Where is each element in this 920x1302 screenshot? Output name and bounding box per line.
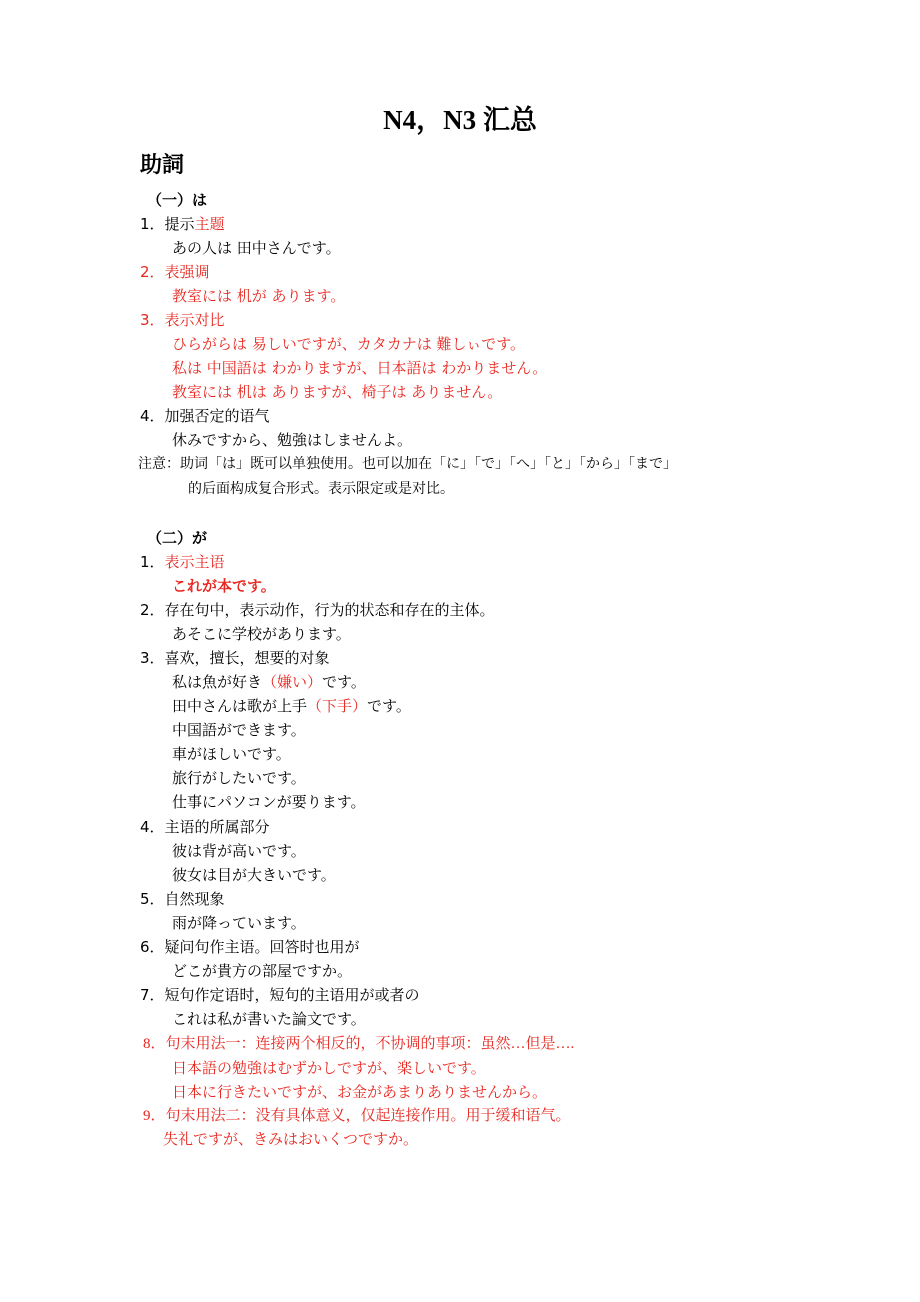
list-item-label: 3．表示对比 [140,311,225,329]
example-sentence: 車がほしいです。 [172,745,291,763]
example-sentence: 私は 中国語は わかりますが、日本語は わかりません。 [172,359,548,377]
example-sentence: 田中さんは歌が上手（下手）です。 [172,697,411,715]
page-title: N4，N3 汇总 [383,105,537,135]
example-sentence: あの人は 田中さんです。 [172,239,341,257]
example-sentence: 教室には 机が あります。 [172,287,346,305]
list-item-label: 4．主语的所属部分 [140,818,270,836]
list-item-label: 6．疑问句作主语。回答时也用が [140,938,360,956]
example-sentence: 旅行がしたいです。 [172,769,306,787]
example-sentence: 日本に行きたいですが、お金があまりありませんから。 [172,1083,548,1101]
example-sentence: どこが貴方の部屋ですか。 [172,962,353,980]
example-sentence: ひらがらは 易しいですが、カタカナは 難しぃです。 [172,335,526,353]
list-item-label: 2．存在句中，表示动作，行为的状态和存在的主体。 [140,601,495,619]
list-item-label: 1．表示主语 [140,553,225,571]
subsection-header-wa: （一）は [147,191,208,209]
list-item-label: 5．自然现象 [140,890,225,908]
example-sentence: 私は魚が好き（嫌い）です。 [172,673,366,691]
list-item-label: 3．喜欢，擅长，想要的对象 [140,649,330,667]
list-item-label: 9．句末用法二：没有具体意义，仅起连接作用。用于缓和语气。 [143,1108,571,1124]
example-sentence: これが本です。 [172,577,276,595]
list-item-label: 2．表强调 [140,263,210,281]
example-sentence: 教室には 机は ありますが、椅子は ありません。 [172,383,503,401]
list-item-label: 7．短句作定语时，短句的主语用が或者の [140,986,420,1004]
subsection-header-ga: （二）が [147,529,208,547]
note-line: 注意：助词「は」既可以单独使用。也可以加在「に」「で」「へ」「と」「から」「まで」 [138,457,677,472]
example-sentence: 日本語の勉強はむずかしですが、楽しいです。 [172,1059,486,1077]
example-sentence: これは私が書いた論文です。 [172,1010,366,1028]
list-item-label: 4．加强否定的语气 [140,407,270,425]
example-sentence: 仕事にパソコンが要ります。 [172,793,366,811]
example-sentence: あそこに学校があります。 [172,625,351,643]
example-sentence: 雨が降っています。 [172,914,306,932]
section-heading: 助詞 [140,153,185,178]
example-sentence: 彼女は目が大きいです。 [172,866,336,884]
example-sentence: 休みですから、勉強はしませんよ。 [172,431,413,449]
example-sentence: 失礼ですが、きみはおいくつですか。 [163,1132,419,1148]
list-item-label: 8．句末用法一：连接两个相反的，不协调的事项：虽然…但是…. [143,1036,575,1052]
list-item-label: 1．提示主题 [140,215,225,233]
example-sentence: 中国語ができます。 [172,721,306,739]
note-line: 的后面构成复合形式。表示限定或是对比。 [188,482,454,497]
example-sentence: 彼は背が高いです。 [172,842,306,860]
